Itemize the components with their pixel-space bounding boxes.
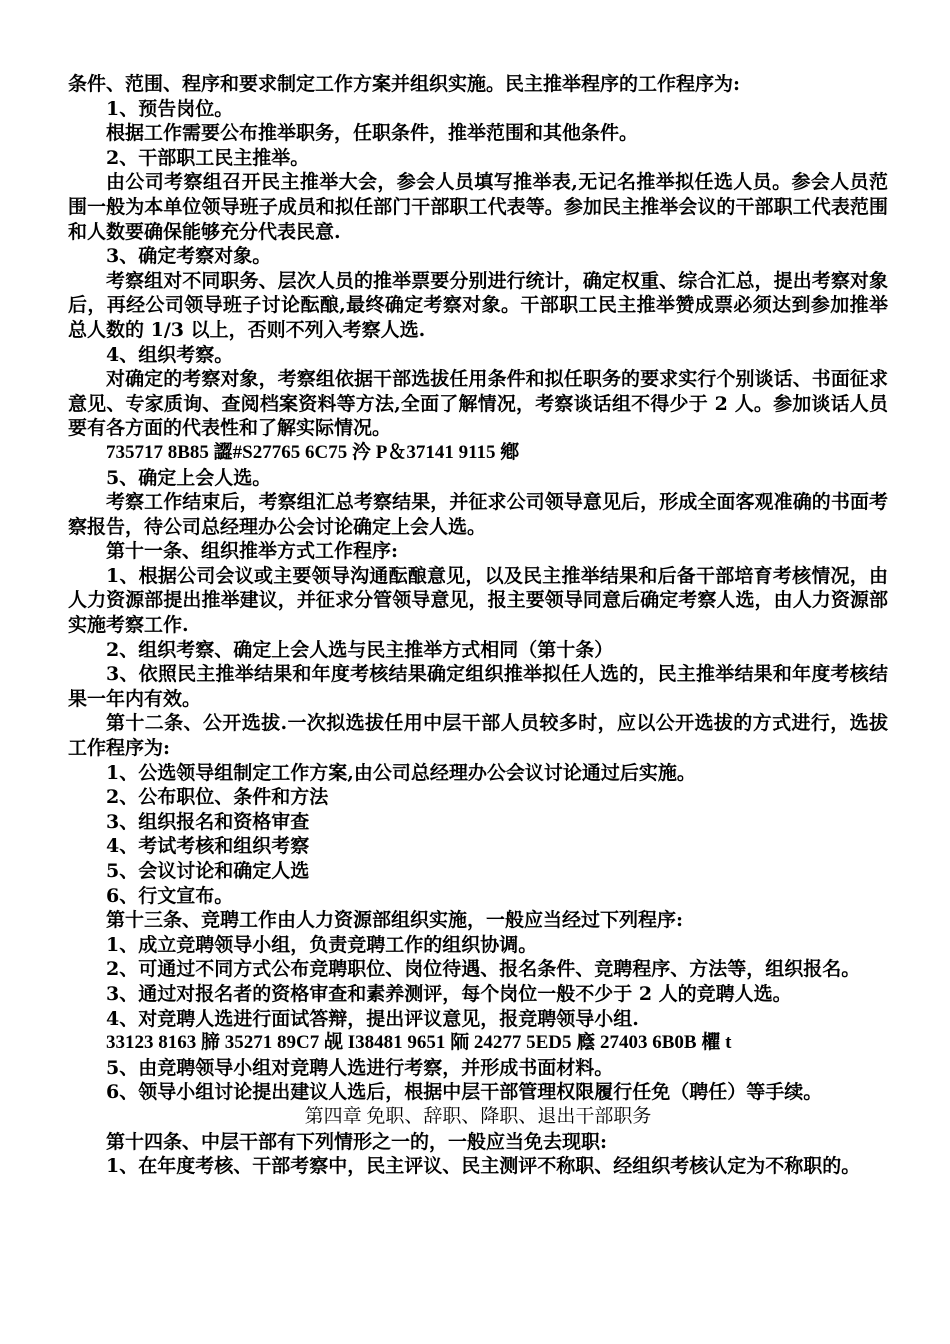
chapter-heading: 第四章 免职、辞职、降职、退出干部职务 [304, 1105, 652, 1127]
list-item: 4、对竞聘人选进行面试答辩，提出评议意见，报竞聘领导小组. [106, 1007, 639, 1030]
paragraph: 根据工作需要公布推举职务，任职条件，推举范围和其他条件。 [106, 122, 639, 145]
step-heading-3: 3、确定考察对象。 [106, 245, 272, 268]
list-item: 2、可通过不同方式公布竞聘职位、岗位待遇、报名条件、竞聘程序、方法等，组织报名。 [106, 958, 861, 981]
list-item: 5、由竞聘领导小组对竞聘人选进行考察，并形成书面材料。 [106, 1056, 614, 1079]
article-14: 第十四条、中层干部有下列情形之一的，一般应当免去现职: [106, 1130, 608, 1153]
step-heading-5: 5、确定上会人选。 [106, 466, 272, 489]
paragraph: 考察工作结束后，考察组汇总考察结果，并征求公司领导意见后，形成全面客观准确的书面考察报告，待公司总经理办公会讨论确定上会人选。 [68, 491, 888, 538]
list-item: 1、公选领导组制定工作方案,由公司总经理办公会议讨论通过后实施。 [106, 761, 696, 784]
code-line: 33123 8163 腣 35271 89C7 觇 I38481 9651 陑 24277 5ED5 廕 27403 6B0B 欋 t [106, 1032, 732, 1054]
list-item: 2、公布职位、条件和方法 [106, 786, 329, 809]
article-11: 第十一条、组织推举方式工作程序: [106, 540, 399, 563]
list-item: 6、领导小组讨论提出建议人选后，根据中层干部管理权限履行任免（聘任）等手续。 [106, 1081, 823, 1104]
list-item: 3、依照民主推举结果和年度考核结果确定组织推举拟任人选的，民主推举结果和年度考核结果一年内有效。 [68, 663, 888, 710]
paragraph-continuation: 条件、范围、程序和要求制定工作方案并组织实施。民主推举程序的工作程序为: [68, 73, 741, 95]
article-13: 第十三条、竞聘工作由人力资源部组织实施，一般应当经过下列程序: [106, 909, 684, 932]
list-item: 2、组织考察、确定上会人选与民主推举方式相同（第十条） [106, 638, 614, 661]
step-heading-4: 4、组织考察。 [106, 343, 234, 366]
step-heading-2: 2、干部职工民主推举。 [106, 146, 310, 169]
list-item: 4、考试考核和组织考察 [106, 835, 310, 858]
list-item: 5、会议讨论和确定人选 [106, 860, 310, 882]
list-item: 3、通过对报名者的资格审查和素养测评，每个岗位一般不少于 2 人的竞聘人选。 [106, 982, 792, 1005]
list-item: 3、组织报名和资格审查 [106, 810, 310, 833]
paragraph: 由公司考察组召开民主推举大会，参会人员填写推举表,无记名推举拟任选人员。参会人员范围一般为本单位领导班子成员和拟任部门干部职工代表等。参加民主推举会议的干部职工代表范围和人数要确保能够充分代表民意. [68, 171, 888, 243]
list-item: 6、行文宣布。 [106, 884, 234, 907]
step-heading-1: 1、预告岗位。 [106, 97, 234, 120]
list-item: 1、在年度考核、干部考察中，民主评议、民主测评不称职、经组织考核认定为不称职的。 [106, 1155, 861, 1178]
list-item: 1、根据公司会议或主要领导沟通酝酿意见，以及民主推举结果和后备干部培育考核情况，由人力资源部提出推举建议，并征求分管领导意见，报主要领导同意后确定考察人选，由人力资源部实施考察工作. [68, 564, 888, 637]
paragraph: 对确定的考察对象，考察组依据干部选拔任用条件和拟任职务的要求实行个别谈话、书面征求意见、专家质询、查阅档案资料等方法,全面了解情况，考察谈话组不得少于 2 人。参加谈话人员要有各方面的代表性和了解实际情况。 [68, 368, 888, 440]
list-item: 1、成立竞聘领导小组，负责竞聘工作的组织协调。 [106, 933, 538, 956]
article-12: 第十二条、公开选拔.一次拟选拔任用中层干部人员较多时，应以公开选拔的方式进行，选拔工作程序为: [68, 712, 888, 760]
paragraph: 考察组对不同职务、层次人员的推举票要分别进行统计，确定权重、综合汇总，提出考察对象后，再经公司领导班子讨论酝酿,最终确定考察对象。干部职工民主推举赞成票必须达到参加推举总人数的 1/3 以上，否则不列入考察人选. [68, 269, 888, 341]
code-line: 735717 8B85 譅#S27765 6C75 汵 P＆37141 9115 鄕 [106, 441, 520, 463]
document-page [68, 72, 888, 1179]
